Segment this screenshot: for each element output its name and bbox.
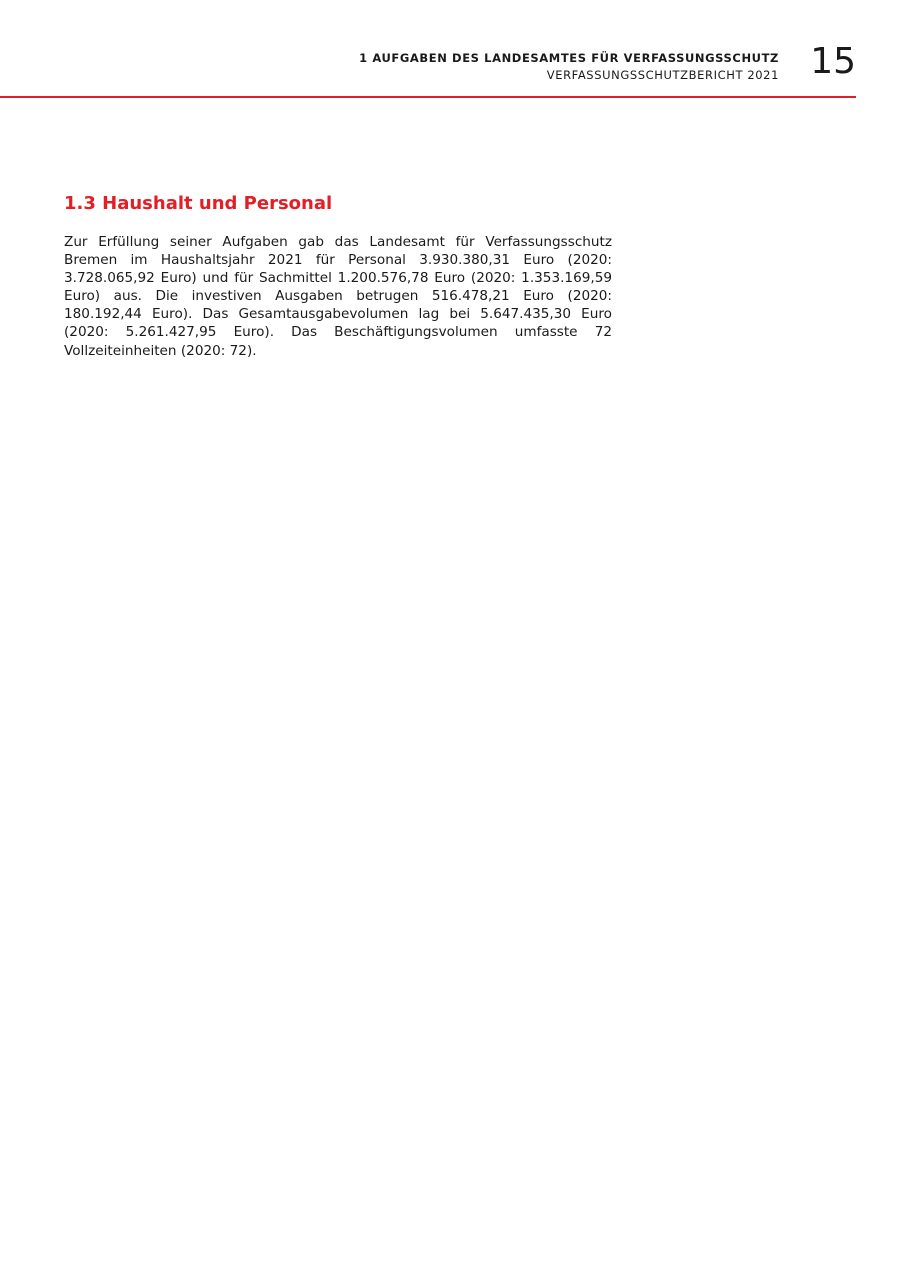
chapter-title: 1 AUFGABEN DES LANDESAMTES FÜR VERFASSUNGSSCHUTZ — [359, 51, 779, 65]
page-number: 15 — [810, 41, 856, 82]
report-title: VERFASSUNGSSCHUTZBERICHT 2021 — [546, 68, 779, 82]
section-heading: 1.3 Haushalt und Personal — [64, 193, 333, 214]
body-paragraph: Zur Erfüllung seiner Aufgaben gab das Landesamt für Verfassungsschutz Bremen im Haushaltsjahr 2021 für Personal 3.930.380,31 Euro (2020: 3.728.065,92 Euro) und für Sachmittel 1.200.576,78 Euro (2020: 1.353.169,59 Euro) aus. Die investiven Ausgaben betrugen 516.478,21 Euro (2020: 180.192,44 Euro). Das Gesamtausgabevolumen lag bei 5.647.435,30 Euro (2020: 5.261.427,95 Euro). Das Beschäftigungsvolumen umfasste 72 Vollzeiteinheiten (2020: 72). — [64, 234, 612, 359]
page-header — [0, 0, 856, 98]
